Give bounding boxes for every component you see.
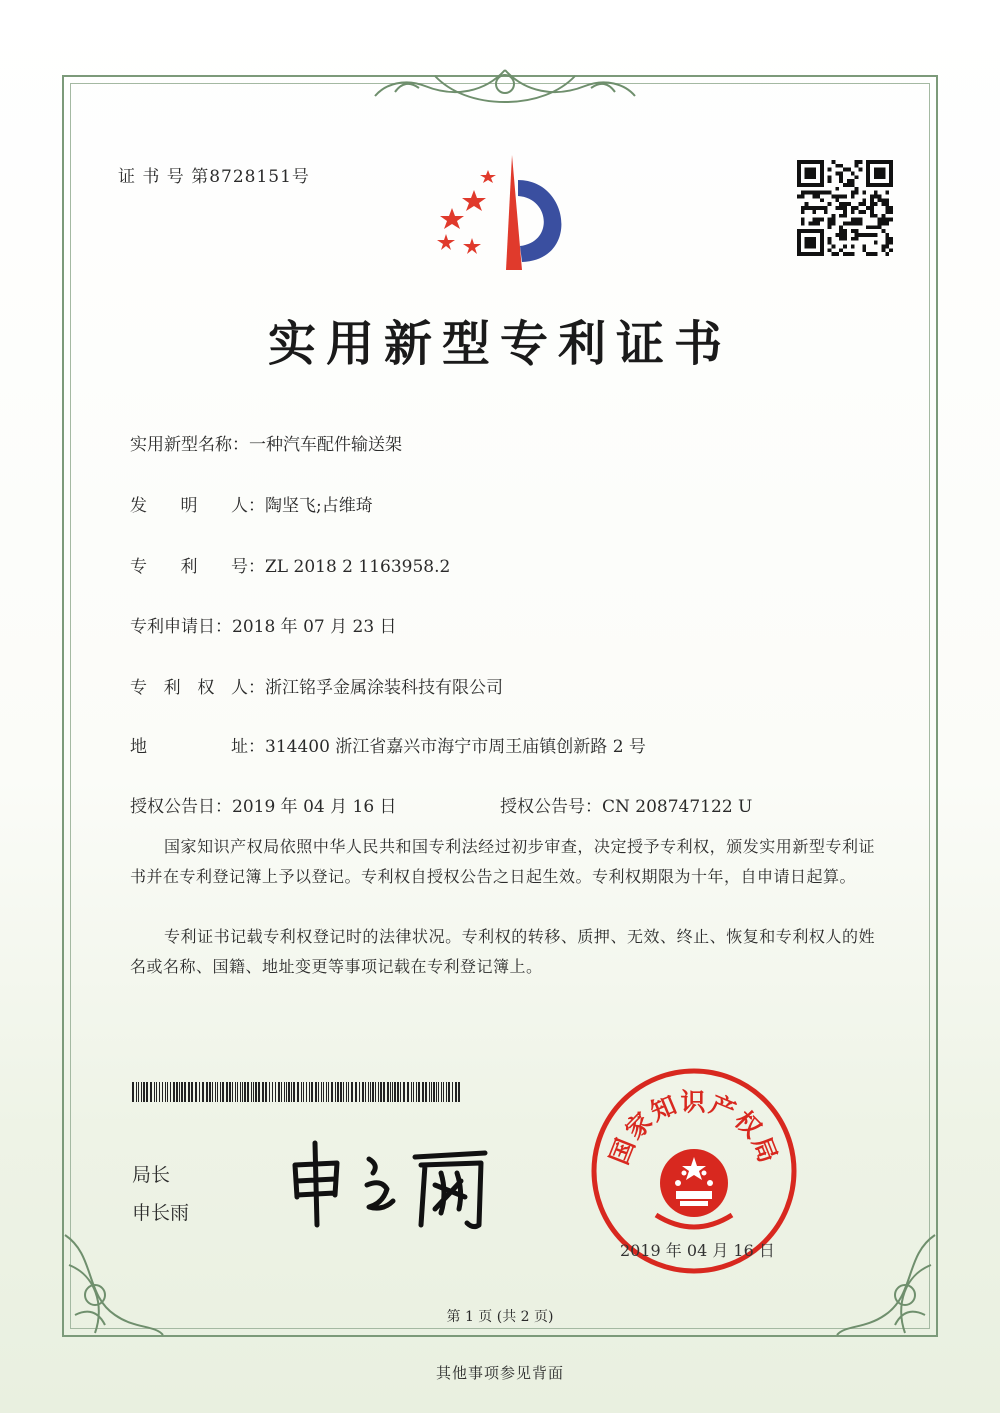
field-colon: ：	[248, 557, 265, 577]
label-char: 专	[130, 557, 147, 577]
patent-office-logo-icon	[430, 150, 580, 280]
field-utility-model-name	[130, 430, 402, 455]
label-char: 人	[230, 678, 248, 698]
field-label	[130, 673, 248, 698]
field-grant-number	[500, 792, 752, 817]
field-filing-date	[130, 612, 397, 637]
field-label: 专利申请日：	[130, 617, 232, 637]
body-paragraph: 国家知识产权局依照中华人民共和国专利法经过初步审查，决定授予专利权，颁发实用新型专利证书并在专利登记簿上予以登记。专利权自授权公告之日起生效。专利权期限为十年，自申请日起算。	[130, 837, 875, 886]
body-paragraph: 专利证书记载专利权登记时的法律状况。专利权的转移、质押、无效、终止、恢复和专利权人的姓名或名称、国籍、地址变更等事项记载在专利登记簿上。	[130, 927, 875, 976]
field-value: 一种汽车配件输送架	[249, 435, 402, 455]
field-label: 实用新型名称：	[130, 435, 249, 455]
qr-code-icon	[797, 160, 893, 256]
label-char: 利	[180, 557, 198, 577]
field-label	[130, 552, 248, 577]
field-colon: ：	[248, 496, 265, 516]
director-name: 申长雨	[132, 1202, 190, 1224]
top-ornament-icon	[355, 62, 655, 110]
label-char: 发	[130, 496, 147, 516]
field-value: 浙江铭孚金属涂装科技有限公司	[265, 678, 503, 698]
field-grant-date	[130, 792, 397, 817]
bottom-right-ornament-icon	[835, 1225, 945, 1345]
label-char: 地	[130, 737, 147, 757]
field-patent-number	[130, 552, 450, 577]
certificate-title: 实用新型专利证书	[267, 316, 732, 372]
field-inventor	[130, 491, 373, 516]
field-value: 314400 浙江省嘉兴市海宁市周王庙镇创新路 2 号	[265, 737, 646, 757]
field-label: 授权公告日：	[130, 797, 232, 817]
label-char: 专	[130, 678, 147, 698]
field-value: ZL 2018 2 1163958.2	[265, 557, 451, 577]
barcode-icon	[132, 1082, 462, 1102]
field-colon: ：	[248, 737, 265, 757]
field-value: 2019 年 04 月 16 日	[232, 797, 397, 817]
director-signature-icon	[285, 1135, 515, 1235]
label-char: 号	[231, 557, 248, 577]
footer-note: 其他事项参见背面	[435, 1364, 564, 1382]
field-label	[130, 732, 248, 757]
page-number: 第 1 页 (共 2 页)	[446, 1309, 554, 1325]
field-colon: ：	[248, 678, 265, 698]
field-address	[130, 732, 646, 757]
label-char: 权	[197, 678, 215, 698]
bottom-left-ornament-icon	[55, 1225, 165, 1345]
seal-text: 国家知识产权局	[604, 1087, 784, 1169]
field-value: CN 208747122 U	[602, 797, 753, 817]
field-patentee	[130, 673, 503, 698]
field-label: 授权公告号：	[500, 797, 602, 817]
label-char: 利	[163, 678, 181, 698]
label-char: 明	[180, 496, 198, 516]
label-char: 人	[231, 496, 248, 516]
director-title: 局长	[132, 1164, 171, 1186]
field-label	[130, 491, 248, 516]
field-value: 2018 年 07 月 23 日	[232, 617, 397, 637]
label-char: 址	[231, 737, 248, 757]
field-value: 陶坚飞;占维琦	[265, 496, 373, 516]
seal-date: 2019 年 04 月 16 日	[620, 1241, 775, 1260]
certificate-number: 证 书 号 第8728151号	[118, 167, 310, 187]
